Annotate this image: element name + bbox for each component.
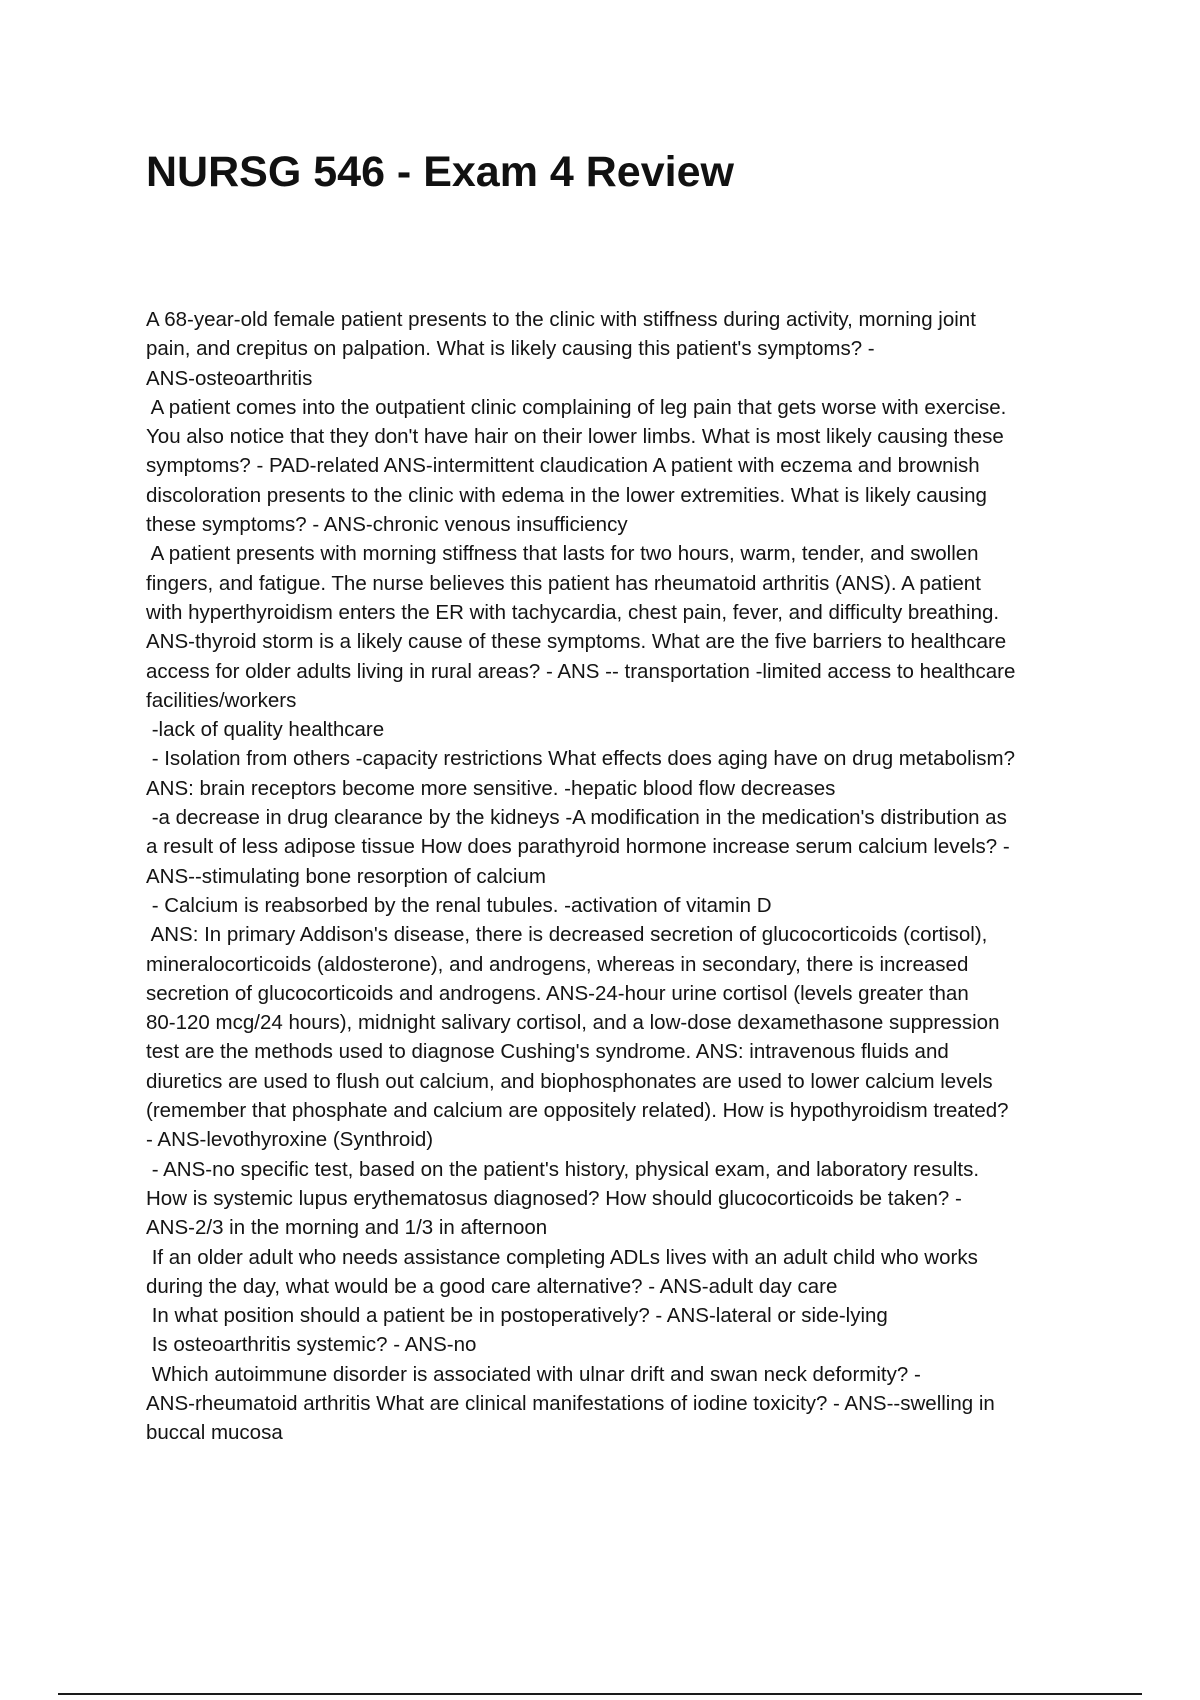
body-line: You also notice that they don't have hair on their lower limbs. What is most likely causing these	[146, 425, 1004, 449]
body-line: test are the methods used to diagnose Cushing's syndrome. ANS: intravenous fluids and	[146, 1040, 949, 1064]
body-line: secretion of glucocorticoids and androgens. ANS-24-hour urine cortisol (levels greater than	[146, 981, 969, 1005]
body-line: these symptoms? - ANS-chronic venous insufficiency	[146, 513, 628, 537]
body-line: with hyperthyroidism enters the ER with tachycardia, chest pain, fever, and difficulty breathing.	[146, 600, 1000, 624]
body-line: - ANS-levothyroxine (Synthroid)	[146, 1128, 434, 1152]
body-line: pain, and crepitus on palpation. What is likely causing this patient's symptoms? -	[146, 337, 875, 361]
body-line: ANS-osteoarthritis	[146, 366, 313, 390]
body-line: ANS-thyroid storm is a likely cause of these symptoms. What are the five barriers to healthcare	[146, 630, 1007, 654]
body-line: ANS--stimulating bone resorption of calcium	[146, 864, 546, 888]
body-line: diuretics are used to flush out calcium, and biophosphonates are used to lower calcium levels	[146, 1069, 993, 1093]
body-line: -a decrease in drug clearance by the kidneys -A modification in the medication's distribution as	[146, 806, 1007, 830]
body-line: A patient presents with morning stiffness that lasts for two hours, warm, tender, and swollen	[146, 542, 979, 566]
body-line: ANS-rheumatoid arthritis What are clinical manifestations of iodine toxicity? - ANS--swelling in	[146, 1391, 995, 1415]
body-line: 80-120 mcg/24 hours), midnight salivary cortisol, and a low-dose dexamethasone suppression	[146, 1011, 1000, 1035]
body-line: ANS-2/3 in the morning and 1/3 in afternoon	[146, 1216, 548, 1240]
body-line: (remember that phosphate and calcium are oppositely related). How is hypothyroidism treated?	[146, 1099, 1009, 1123]
document-title: NURSG 546 - Exam 4 Review	[146, 148, 734, 196]
body-line: - ANS-no specific test, based on the patient's history, physical exam, and laboratory results.	[146, 1157, 980, 1181]
body-line: A 68-year-old female patient presents to the clinic with stiffness during activity, morning joint	[146, 308, 976, 331]
body-line: ANS: brain receptors become more sensitive. -hepatic blood flow decreases	[146, 776, 836, 800]
body-line: ANS: In primary Addison's disease, there is decreased secretion of glucocorticoids (cortisol),	[146, 923, 988, 947]
body-line: discoloration presents to the clinic with edema in the lower extremities. What is likely causing	[146, 483, 987, 507]
page-bottom-divider	[58, 1693, 1142, 1695]
body-line: a result of less adipose tissue How does parathyroid hormone increase serum calcium levels? -	[146, 835, 1010, 859]
body-line: -lack of quality healthcare	[146, 718, 385, 742]
body-line: fingers, and fatigue. The nurse believes this patient has rheumatoid arthritis (ANS). A patient	[146, 571, 981, 595]
body-line: A patient comes into the outpatient clinic complaining of leg pain that gets worse with exercise.	[146, 395, 1007, 419]
body-line: Which autoimmune disorder is associated with ulnar drift and swan neck deformity? -	[146, 1362, 921, 1386]
body-line: facilities/workers	[146, 688, 297, 712]
document-body	[146, 305, 1096, 1448]
body-line: If an older adult who needs assistance completing ADLs lives with an adult child who works	[146, 1245, 978, 1269]
body-line: How is systemic lupus erythematosus diagnosed? How should glucocorticoids be taken? -	[146, 1186, 962, 1210]
body-line: - Isolation from others -capacity restrictions What effects does aging have on drug metabolism?	[146, 747, 1016, 771]
body-line: buccal mucosa	[146, 1421, 283, 1445]
body-line: In what position should a patient be in postoperatively? - ANS-lateral or side-lying	[146, 1304, 888, 1328]
body-line: during the day, what would be a good care alternative? - ANS-adult day care	[146, 1274, 838, 1298]
body-line: - Calcium is reabsorbed by the renal tubules. -activation of vitamin D	[146, 893, 772, 917]
body-line: mineralocorticoids (aldosterone), and androgens, whereas in secondary, there is increased	[146, 952, 969, 976]
body-line: Is osteoarthritis systemic? - ANS-no	[146, 1333, 477, 1357]
body-line: symptoms? - PAD-related ANS-intermittent claudication A patient with eczema and brownish	[146, 454, 980, 478]
body-line: access for older adults living in rural areas? - ANS -- transportation -limited access to healthcare	[146, 659, 1016, 683]
